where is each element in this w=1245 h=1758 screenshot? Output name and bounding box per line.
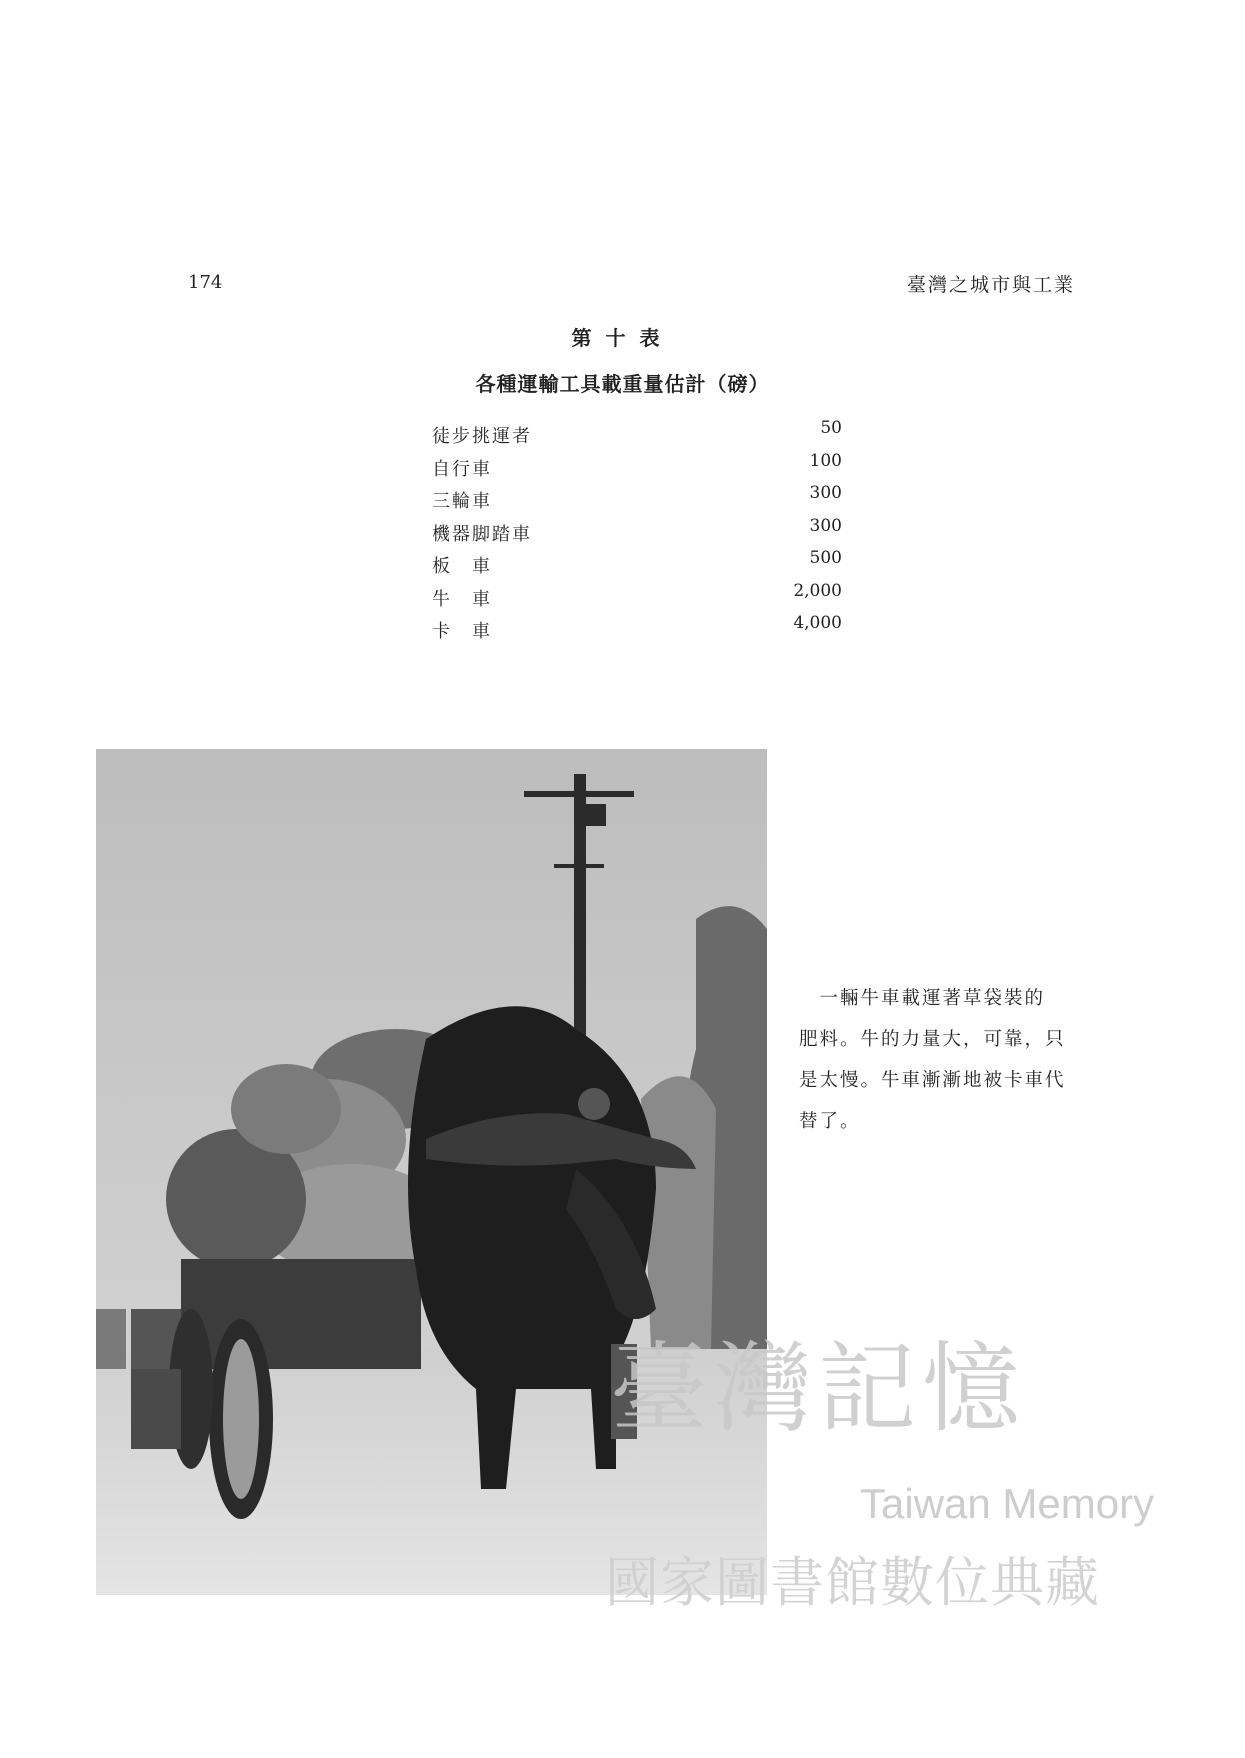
caption-line: 是太慢。牛車漸漸地被卡車代: [799, 1070, 1066, 1091]
watermark-library: 國家圖書館數位典藏: [605, 1551, 1100, 1614]
row-value: 2,000: [793, 580, 842, 601]
row-value: 50: [820, 418, 842, 438]
table-row: [432, 613, 842, 646]
table-row: [432, 548, 842, 581]
row-value: 100: [809, 450, 842, 471]
row-value: 300: [809, 515, 842, 536]
watermark-chinese: 臺灣記憶: [610, 1332, 1027, 1446]
row-value: 4,000: [793, 613, 842, 633]
load-table: [432, 418, 842, 646]
row-label: 機器脚踏車: [432, 523, 532, 545]
running-head: 臺灣之城市與工業: [906, 274, 1075, 296]
table-row: [432, 516, 842, 549]
watermark-english: Taiwan Memory: [860, 1480, 1155, 1527]
caption-line: 肥料。牛的力量大，可靠，只: [799, 1029, 1066, 1050]
row-value: 300: [809, 483, 842, 503]
table-title: 各種運輸工具載重量估計（磅）: [475, 372, 770, 396]
row-label: 牛 車: [432, 588, 492, 610]
table-row: [432, 581, 842, 614]
row-label: 三輪車: [432, 491, 492, 512]
caption-line: 替了。: [799, 1111, 861, 1132]
photo-caption: [799, 978, 1089, 1142]
row-label: 卡 車: [432, 621, 492, 642]
table-row: [432, 451, 842, 484]
row-label: 板 車: [432, 556, 492, 577]
page-number: 174: [188, 272, 223, 293]
ox-cart-photo: [96, 749, 767, 1595]
row-label: 徒步挑運者: [432, 426, 532, 447]
table-row: [432, 483, 842, 516]
table-row: [432, 418, 842, 451]
caption-line: 一輛牛車載運著草袋裝的: [799, 988, 1046, 1009]
row-label: 自行車: [432, 458, 492, 480]
table-number: 第十表: [571, 326, 674, 350]
row-value: 500: [809, 548, 842, 568]
